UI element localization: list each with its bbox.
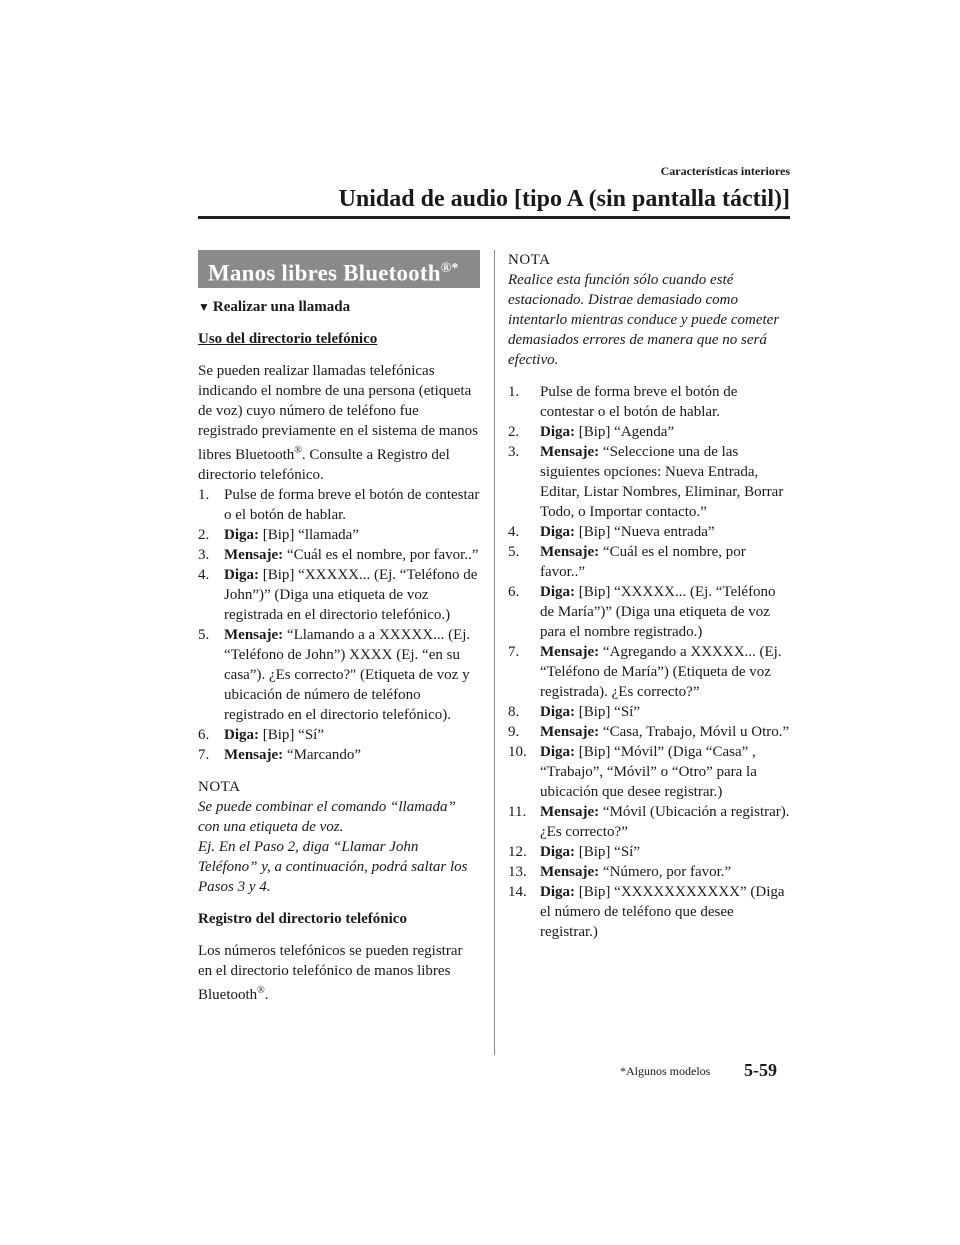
step-text bbox=[540, 542, 790, 582]
step-body: Pulse de forma breve el botón de contestar o el botón de hablar. bbox=[540, 384, 738, 420]
page-title: Unidad de audio [tipo A (sin pantalla táctil)] bbox=[338, 186, 790, 212]
step-text bbox=[540, 582, 790, 642]
step-body: [Bip] “Sí” bbox=[575, 704, 640, 720]
step-text bbox=[224, 485, 480, 525]
step-number: 1. bbox=[508, 384, 520, 400]
step-item bbox=[198, 625, 480, 725]
step-text bbox=[224, 725, 480, 745]
step-body: “Llamando a a XXXXX... (Ej. “Teléfono de John”) XXXX (Ej. “en su casa”). ¿Es correcto?" (Etiqueta de voz y ubicación de número de teléfono registrado en el directorio telefónico). bbox=[224, 627, 471, 723]
step-body: “Seleccione una de las siguientes opciones: Nueva Entrada, Editar, Listar Nombres, Eliminar, Borrar Todo, o Importar contacto.” bbox=[540, 444, 784, 520]
step-item bbox=[198, 745, 480, 765]
step-body: [Bip] “XXXXXXXXXXX” (Diga el número de teléfono que desee registrar.) bbox=[540, 884, 785, 940]
step-number: 5. bbox=[508, 544, 520, 560]
step-label: Mensaje: bbox=[540, 864, 600, 880]
register-text: Los números telefónicos se pueden registrar en el directorio telefónico de manos libres Bluetooth bbox=[198, 943, 463, 1003]
step-number: 3. bbox=[198, 547, 210, 563]
step-item bbox=[508, 642, 790, 702]
intro-text: Se pueden realizar llamadas telefónicas indicando el nombre de una persona (etiqueta de voz) cuyo número de teléfono fue registrado previamente en el sistema de manos libres Bluetooth bbox=[198, 363, 478, 463]
step-number: 7. bbox=[508, 644, 520, 660]
step-label: Diga: bbox=[540, 424, 575, 440]
section-label: Características interiores bbox=[660, 164, 790, 178]
step-body: [Bip] “Agenda” bbox=[575, 424, 675, 440]
step-body: “Número, por favor.” bbox=[599, 864, 732, 880]
note-example: Ej. En el Paso 2, diga “Llamar John Teléfono” y, a continuación, podrá saltar los Pasos 3 y 4. bbox=[198, 839, 468, 895]
step-body: [Bip] “XXXXX... (Ej. “Teléfono de John”)” (Diga una etiqueta de voz registrada en el directorio telefónico.) bbox=[224, 567, 478, 623]
directory-heading: Uso del directorio telefónico bbox=[198, 331, 378, 347]
step-number: 4. bbox=[508, 524, 520, 540]
step-number: 3. bbox=[508, 444, 520, 460]
step-body: [Bip] “XXXXX... (Ej. “Teléfono de María”)” (Diga una etiqueta de voz para el nombre registrado.) bbox=[540, 584, 776, 640]
footnote: *Algunos modelos bbox=[620, 1064, 711, 1078]
step-item bbox=[508, 442, 790, 522]
note-text: Realice esta función sólo cuando esté estacionado. Distrae demasiado como intentarlo mientras conduce y puede cometer demasiados errores de manera que no será efectivo. bbox=[508, 272, 780, 368]
step-body: “Cuál es el nombre, por favor..” bbox=[540, 544, 746, 580]
subheading-text: Realizar una llamada bbox=[212, 299, 351, 315]
banner-title: Manos libres Bluetooth bbox=[208, 260, 441, 286]
register-paragraph bbox=[198, 941, 480, 1005]
step-text bbox=[540, 382, 790, 422]
step-item bbox=[508, 722, 790, 742]
step-body: [Bip] “Sí” bbox=[259, 727, 324, 743]
step-text bbox=[540, 882, 790, 942]
step-label: Diga: bbox=[540, 844, 575, 860]
note-heading: NOTA bbox=[508, 252, 551, 268]
right-steps-list bbox=[508, 382, 790, 942]
step-body: [Bip] “Móvil” (Diga “Casa” , “Trabajo”, “Móvil” o “Otro” para la ubicación que desee registrar.) bbox=[540, 744, 757, 800]
step-label: Diga: bbox=[224, 727, 259, 743]
step-label: Mensaje: bbox=[540, 644, 600, 660]
step-item bbox=[198, 485, 480, 525]
step-body: Pulse de forma breve el botón de contestar o el botón de hablar. bbox=[224, 487, 480, 523]
step-number: 5. bbox=[198, 627, 210, 643]
registered-mark: ® bbox=[257, 985, 265, 996]
step-item bbox=[508, 802, 790, 842]
step-text bbox=[224, 625, 480, 725]
right-column bbox=[508, 250, 790, 942]
step-number: 6. bbox=[198, 727, 210, 743]
step-item bbox=[198, 525, 480, 545]
step-item bbox=[198, 565, 480, 625]
step-text bbox=[540, 802, 790, 842]
left-column bbox=[198, 250, 480, 1005]
step-item bbox=[508, 882, 790, 942]
register-tail: . bbox=[264, 987, 269, 1003]
step-text bbox=[224, 525, 480, 545]
step-text bbox=[540, 642, 790, 702]
step-number: 9. bbox=[508, 724, 520, 740]
intro-tail: . Consulte a Registro del directorio telefónico. bbox=[198, 447, 450, 483]
step-text bbox=[540, 722, 790, 742]
step-item bbox=[198, 545, 480, 565]
step-item bbox=[508, 842, 790, 862]
step-label: Diga: bbox=[540, 744, 575, 760]
step-label: Mensaje: bbox=[540, 544, 600, 560]
step-number: 7. bbox=[198, 747, 210, 763]
step-item bbox=[508, 522, 790, 542]
step-text bbox=[540, 742, 790, 802]
step-label: Mensaje: bbox=[540, 804, 600, 820]
step-body: [Bip] “Sí” bbox=[575, 844, 640, 860]
step-item bbox=[508, 542, 790, 582]
step-label: Diga: bbox=[224, 567, 259, 583]
section-banner bbox=[198, 250, 480, 288]
step-label: Mensaje: bbox=[224, 747, 284, 763]
step-number: 10. bbox=[508, 744, 527, 760]
step-item bbox=[508, 702, 790, 722]
step-number: 8. bbox=[508, 704, 520, 720]
step-body: “Casa, Trabajo, Móvil u Otro.” bbox=[599, 724, 790, 740]
step-text bbox=[224, 745, 480, 765]
step-label: Diga: bbox=[540, 704, 575, 720]
triangle-marker-icon: ▼ bbox=[198, 300, 210, 314]
page-number: 5-59 bbox=[744, 1060, 777, 1080]
step-number: 1. bbox=[198, 487, 210, 503]
step-body: “Marcando” bbox=[283, 747, 362, 763]
step-label: Mensaje: bbox=[540, 724, 600, 740]
left-steps-list bbox=[198, 485, 480, 765]
step-number: 11. bbox=[508, 804, 527, 820]
step-number: 14. bbox=[508, 884, 527, 900]
step-body: “Cuál es el nombre, por favor..” bbox=[283, 547, 479, 563]
step-label: Diga: bbox=[540, 884, 575, 900]
step-number: 2. bbox=[508, 424, 520, 440]
step-text bbox=[540, 422, 790, 442]
step-item bbox=[508, 742, 790, 802]
step-number: 13. bbox=[508, 864, 527, 880]
note-heading: NOTA bbox=[198, 779, 241, 795]
step-body: [Bip] “Nueva entrada” bbox=[575, 524, 715, 540]
step-text bbox=[224, 565, 480, 625]
registered-mark: ® bbox=[294, 445, 302, 456]
step-item bbox=[198, 725, 480, 745]
step-label: Mensaje: bbox=[540, 444, 600, 460]
step-body: “Móvil (Ubicación a registrar). ¿Es correcto?” bbox=[540, 804, 790, 840]
step-label: Mensaje: bbox=[224, 627, 284, 643]
header-rule bbox=[198, 216, 790, 219]
register-heading: Registro del directorio telefónico bbox=[198, 911, 407, 927]
intro-paragraph bbox=[198, 361, 480, 485]
step-item bbox=[508, 582, 790, 642]
step-label: Diga: bbox=[224, 527, 259, 543]
banner-mark: ®* bbox=[440, 261, 459, 276]
column-divider bbox=[494, 250, 495, 1055]
step-item bbox=[508, 382, 790, 422]
subheading bbox=[198, 297, 480, 317]
step-number: 2. bbox=[198, 527, 210, 543]
step-item bbox=[508, 862, 790, 882]
step-text bbox=[224, 545, 480, 565]
step-text bbox=[540, 702, 790, 722]
step-number: 6. bbox=[508, 584, 520, 600]
step-body: [Bip] “llamada” bbox=[259, 527, 359, 543]
step-label: Diga: bbox=[540, 524, 575, 540]
step-label: Mensaje: bbox=[224, 547, 284, 563]
step-number: 12. bbox=[508, 844, 527, 860]
step-number: 4. bbox=[198, 567, 210, 583]
step-text bbox=[540, 442, 790, 522]
note-text: Se puede combinar el comando “llamada” con una etiqueta de voz. bbox=[198, 799, 456, 835]
step-text bbox=[540, 862, 790, 882]
step-text bbox=[540, 842, 790, 862]
step-item bbox=[508, 422, 790, 442]
step-text bbox=[540, 522, 790, 542]
step-label: Diga: bbox=[540, 584, 575, 600]
step-body: “Agregando a XXXXX... (Ej. “Teléfono de María”) (Etiqueta de voz registrada). ¿Es correcto?” bbox=[540, 644, 782, 700]
